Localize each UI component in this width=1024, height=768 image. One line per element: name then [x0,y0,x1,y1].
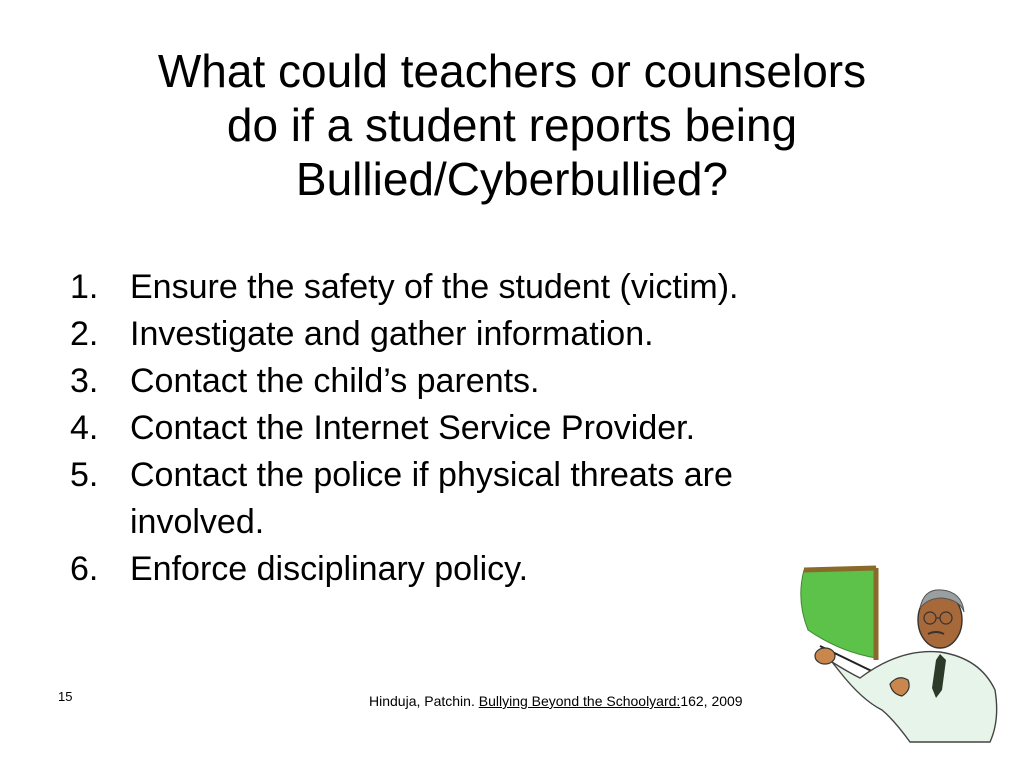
list-item-number: 5. [70,456,99,494]
list-item [70,405,870,452]
list-item [70,452,870,546]
list-item-number: 3. [70,362,99,400]
citation-pages-year: 162, 2009 [680,693,743,709]
list-item-number: 1. [70,268,99,306]
slide-title [60,44,964,206]
citation-authors: Hinduja, Patchin. [369,693,479,709]
list-item-text: Investigate and gather information. [130,315,654,353]
citation [369,693,743,709]
slide-number: 15 [58,689,73,704]
list-item [70,264,870,311]
steps-list [70,264,870,593]
title-line-2: do if a student reports being [226,99,798,151]
list-item-text: Enforce disciplinary policy. [130,550,529,588]
list-item [70,546,870,593]
list-item-text: Contact the police if physical threats are involved. [130,456,733,541]
title-line-1: What could teachers or counselors [157,45,867,97]
list-item-number: 4. [70,409,99,447]
teacher-pointing-at-board-icon [790,560,1005,745]
title-line-3: Bullied/Cyberbullied? [295,153,729,205]
list-item-number: 6. [70,550,99,588]
list-item-number: 2. [70,315,99,353]
list-item-text: Contact the Internet Service Provider. [130,409,696,447]
list-item [70,311,870,358]
citation-book-title: Bullying Beyond the Schoolyard: [478,693,681,709]
list-item-text: Contact the child’s parents. [130,362,540,400]
list-item-text: Ensure the safety of the student (victim). [130,268,739,306]
list-item [70,358,870,405]
